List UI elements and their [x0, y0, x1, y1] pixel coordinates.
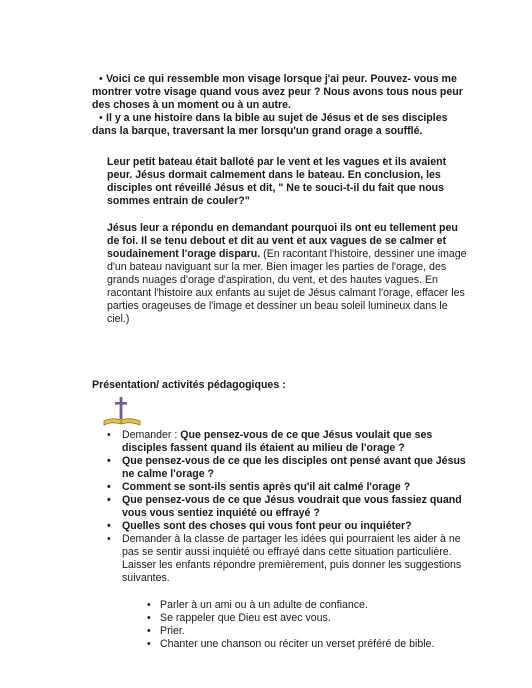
bullet: •: [107, 481, 111, 493]
question-list: [92, 429, 470, 585]
story-paragraph: Leur petit bateau était balloté par le vent et les vagues et ils avaient peur. Jésus dormait calmement dans le bateau. En conclusion, les disciples ont réveillé Jésus et dit, " Ne te souci-t-il du fait que nous sommes entrain de couler?": [107, 156, 447, 207]
bullet: •: [107, 429, 111, 441]
bullet: •: [107, 494, 111, 506]
suggestion-item: [147, 625, 470, 638]
question-item: [107, 520, 470, 533]
suggestion-item: [147, 638, 470, 651]
intro-text: Il y a une histoire dans la bible au sujet de Jésus et de ses disciples dans la barque, traversant la mer lorsqu'un grand orage a soufflé.: [92, 112, 448, 137]
question-text: Demander à la classe de partager les idées qui pourraient les aider à ne pas se sentir aussi inquiété ou effrayé dans cette situation particulière. Laisser les enfants répondre premièrement, puis donner les suggestions suivantes.: [122, 533, 462, 584]
section-title: Présentation/ activités pédagogiques :: [92, 379, 286, 391]
question-item: [107, 481, 470, 494]
bullet: •: [147, 625, 151, 637]
intro-text: Voici ce qui ressemble mon visage lorsque j'ai peur. Pouvez- vous me montrer votre visage quand vous avez peur ? Nous avons tous nous peur des choses à un moment ou à un autre.: [92, 73, 463, 111]
suggestion-text: Se rappeler que Dieu est avec vous.: [160, 612, 331, 624]
bullet: •: [107, 533, 111, 545]
bullet: •: [107, 520, 111, 532]
suggestion-text: Chanter une chanson ou réciter un verset préféré de bible.: [160, 638, 435, 650]
question-item: [107, 429, 470, 455]
question-prefix: Demander :: [122, 429, 181, 441]
document-page: [92, 73, 470, 651]
question-text: Comment se sont-ils sentis après qu'il ait calmé l'orage ?: [122, 481, 411, 493]
bullet: •: [147, 612, 151, 624]
suggestion-text: Parler à un ami ou à un adulte de confiance.: [160, 599, 368, 611]
question-text: Que pensez-vous de ce que Jésus voudrait que vous fassiez quand vous vous sentiez inquiété ou effrayé ?: [122, 494, 462, 519]
intro-item: [92, 112, 470, 138]
suggestion-text: Prier.: [160, 625, 185, 637]
question-text: Que pensez-vous de ce que les disciples ont pensé avant que Jésus ne calme l'orage ?: [122, 455, 466, 480]
bullet: •: [147, 599, 151, 611]
bullet: •: [107, 455, 111, 467]
bullet: •: [147, 638, 151, 650]
suggestion-list: [147, 599, 470, 651]
question-item: [107, 494, 470, 520]
intro-item: [92, 73, 470, 112]
question-text: Quelles sont des choses qui vous font peur ou inquiéter?: [122, 520, 412, 532]
bullet: •: [99, 73, 103, 85]
intro-list: [92, 73, 470, 138]
story-paragraph: [107, 222, 470, 326]
suggestion-item: [147, 612, 470, 625]
cross-bible-icon: [102, 395, 142, 427]
question-text: Que pensez-vous de ce que Jésus voulait que ses disciples fassent quand ils étaient au milieu de l'orage ?: [122, 429, 433, 454]
suggestion-item: [147, 599, 470, 612]
question-item: [107, 533, 470, 585]
question-item: [107, 455, 470, 481]
bullet: •: [99, 112, 103, 124]
story-block: [107, 156, 470, 326]
story-note-text: (En racontant l'histoire, dessiner une image d'un bateau naviguant sur la mer. Bien imager les parties de l'orage, des grands nuages d'orage d'aspiration, du vent, et des hautes vagues. En racontant l'histoire aux enfants au sujet de Jésus calmant l'orage, effacer les parties orageuses de l'image et dessiner un beau soleil lumineux dans le ciel.): [107, 248, 467, 325]
story-bold-text: Jésus leur a répondu en demandant pourquoi ils ont eu tellement peu de foi. Il se tenu debout et dit au vent et aux vagues de se calmer et soudainement l'orage disparu.: [107, 222, 458, 260]
